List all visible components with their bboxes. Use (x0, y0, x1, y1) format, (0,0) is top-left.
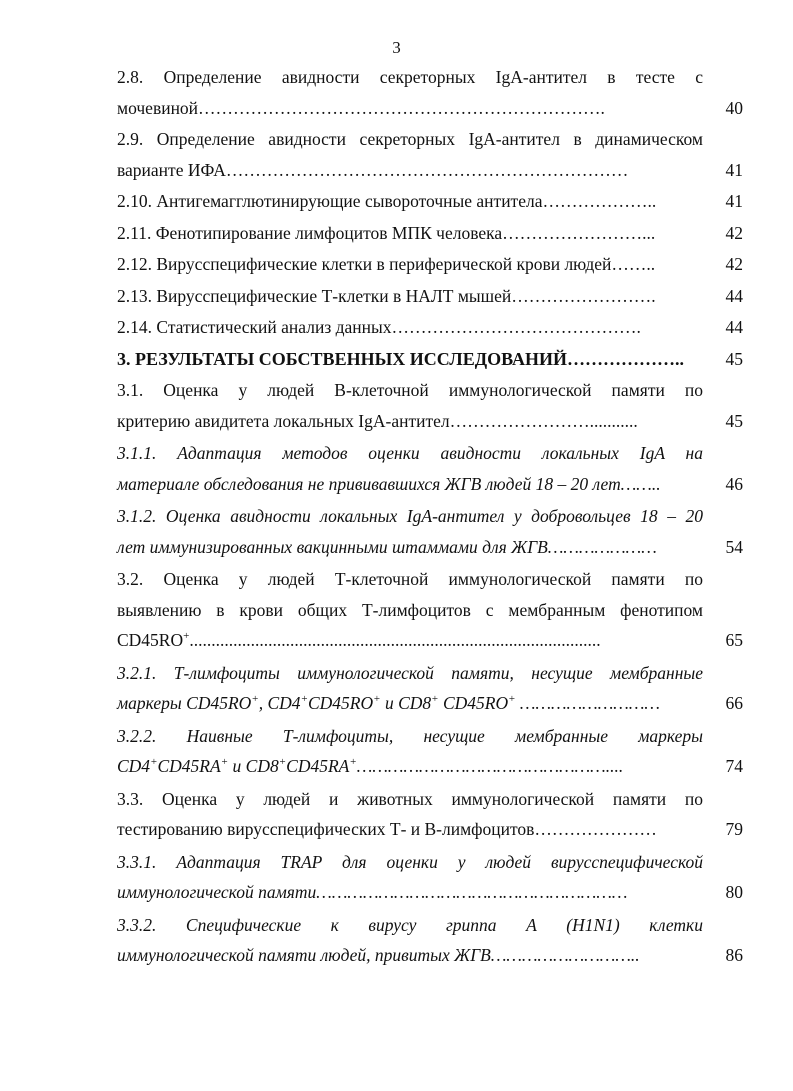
toc-entry-3-1-line-1: 3.1. Оценка у людей В-клеточной иммунологической памяти по (117, 380, 703, 400)
toc-entry-3-3-1 (117, 847, 743, 908)
toc-entry-3-1-1-line-2: материале обследования не прививавшихся ЖГВ людей 18 – 20 лет…….. (117, 473, 661, 494)
toc-entry-3-1-1-line-1: 3.1.1. Адаптация методов оценки авидности локальных IgA на (117, 443, 703, 463)
toc-entry-2-10-page: 41 (725, 191, 743, 211)
toc-entry-3-line-1: 3. РЕЗУЛЬТАТЫ СОБСТВЕННЫХ ИССЛЕДОВАНИЙ……………….. (117, 348, 684, 369)
toc-entry-2-12 (117, 249, 743, 280)
toc-entry-2-11-line-1: 2.11. Фенотипирование лимфоцитов МПК человека……………………... (117, 222, 656, 243)
toc-entry-3-3-line-1: 3.3. Оценка у людей и животных иммунологической памяти по (117, 788, 703, 809)
toc-entry-3-1-2-line-2: лет иммунизированных вакцинными штаммами для ЖГВ………………… (117, 536, 657, 557)
toc-entry-3-3 (117, 784, 743, 845)
toc-entry-3-2-page: 65 (725, 630, 743, 650)
toc-entry-3-1-1 (117, 438, 743, 499)
toc-entry-3-1-1-page: 46 (725, 473, 743, 494)
toc-entry-3-2-2-line-2: CD4+CD45RA+ и CD8+CD45RA+………………………………………….... (117, 756, 624, 776)
toc-entry-3-2-2 (117, 721, 743, 782)
toc-entry-2-14-line-1: 2.14. Статистический анализ данных……………………………………. (117, 317, 641, 337)
toc-entry-3-2-line-1: 3.2. Оценка у людей Т-клеточной иммунологической памяти по (117, 569, 703, 589)
toc-entry-2-8-page: 40 (725, 97, 743, 118)
toc-entry-3-2-2-line-1: 3.2.2. Наивные Т-лимфоциты, несущие мембранные маркеры (117, 725, 703, 746)
toc-entry-2-8-line-1: 2.8. Определение авидности секреторных IgA-антител в тесте с (117, 67, 703, 87)
toc-entry-2-8-line-2: мочевиной……………………………………………………………. (117, 97, 605, 118)
toc-entry-3-3-1-line-2: иммунологической памяти…………………………………………………… (117, 882, 628, 902)
toc-entry-2-9 (117, 124, 743, 185)
toc-entry-2-12-page: 42 (725, 254, 743, 274)
toc-entry-2-9-line-2: варианте ИФА…………………………………………………………… (117, 159, 629, 180)
toc-entry-3-1-line-2: критерию авидитета локальных IgA-антител……………………........... (117, 410, 638, 431)
toc-entry-3-1-2 (117, 501, 743, 562)
toc-entry-2-11-page: 42 (725, 222, 743, 243)
toc-entry-3 (117, 344, 743, 375)
toc-entry-3-1-2-line-1: 3.1.2. Оценка авидности локальных IgA-антител у добровольцев 18 – 20 (117, 506, 703, 526)
toc-entry-3-3-2-line-2: иммунологической памяти людей, привитых ЖГВ……………………….. (117, 945, 640, 965)
toc-entry-3-1-2-page: 54 (725, 536, 743, 557)
table-of-contents (117, 62, 743, 971)
toc-entry-2-14 (117, 312, 743, 343)
toc-entry-3-3-1-page: 80 (725, 882, 743, 902)
toc-entry-3-2-2-page: 74 (725, 756, 743, 776)
toc-entry-3-3-page: 79 (725, 819, 743, 839)
toc-entry-3-3-2-page: 86 (725, 945, 743, 965)
toc-entry-3-3-1-line-1: 3.3.1. Адаптация TRAP для оценки у людей вирусспецифической (117, 851, 703, 872)
page-number: 3 (392, 38, 401, 57)
toc-entry-3-2-1-page: 66 (725, 693, 743, 713)
toc-entry-3-2-1-line-2: маркеры CD45RO+, CD4+CD45RO+ и CD8+ CD45RO+ ……………………… (117, 693, 660, 713)
toc-entry-3-1 (117, 375, 743, 436)
toc-entry-2-8 (117, 62, 743, 123)
toc-entry-2-9-line-1: 2.9. Определение авидности секреторных IgA-антител в динамическом (117, 129, 703, 149)
toc-entry-3-3-line-2: тестированию вирусспецифических Т- и В-лимфоцитов………………… (117, 819, 657, 839)
toc-entry-3-3-2 (117, 910, 743, 971)
toc-entry-3-3-2-line-1: 3.3.2. Специфические к вирусу гриппа А (H1N1) клетки (117, 914, 703, 935)
toc-entry-3-2-line-2: выявлению в крови общих Т-лимфоцитов с мембранным фенотипом (117, 599, 703, 620)
toc-entry-2-13-page: 44 (725, 285, 743, 306)
toc-entry-2-13-line-1: 2.13. Вирусспецифические Т-клетки в НАЛТ мышей……………………. (117, 285, 656, 306)
toc-entry-3-page: 45 (725, 348, 743, 369)
toc-entry-3-1-page: 45 (725, 410, 743, 431)
toc-entry-2-10-line-1: 2.10. Антигемагглютинирующие сывороточные антитела……………….. (117, 191, 657, 211)
toc-entry-3-2-line-3: CD45RO+.............................................................................................. (117, 630, 601, 650)
toc-entry-2-11 (117, 218, 743, 249)
toc-entry-2-13 (117, 281, 743, 312)
toc-entry-3-2-1-line-1: 3.2.1. Т-лимфоциты иммунологической памяти, несущие мембранные (117, 662, 703, 683)
toc-entry-2-12-line-1: 2.12. Вирусспецифические клетки в периферической крови людей…….. (117, 254, 656, 274)
toc-entry-2-14-page: 44 (725, 317, 743, 337)
toc-entry-2-9-page: 41 (725, 159, 743, 180)
toc-entry-3-2 (117, 564, 743, 656)
toc-entry-3-2-1 (117, 658, 743, 719)
toc-entry-2-10 (117, 186, 743, 217)
